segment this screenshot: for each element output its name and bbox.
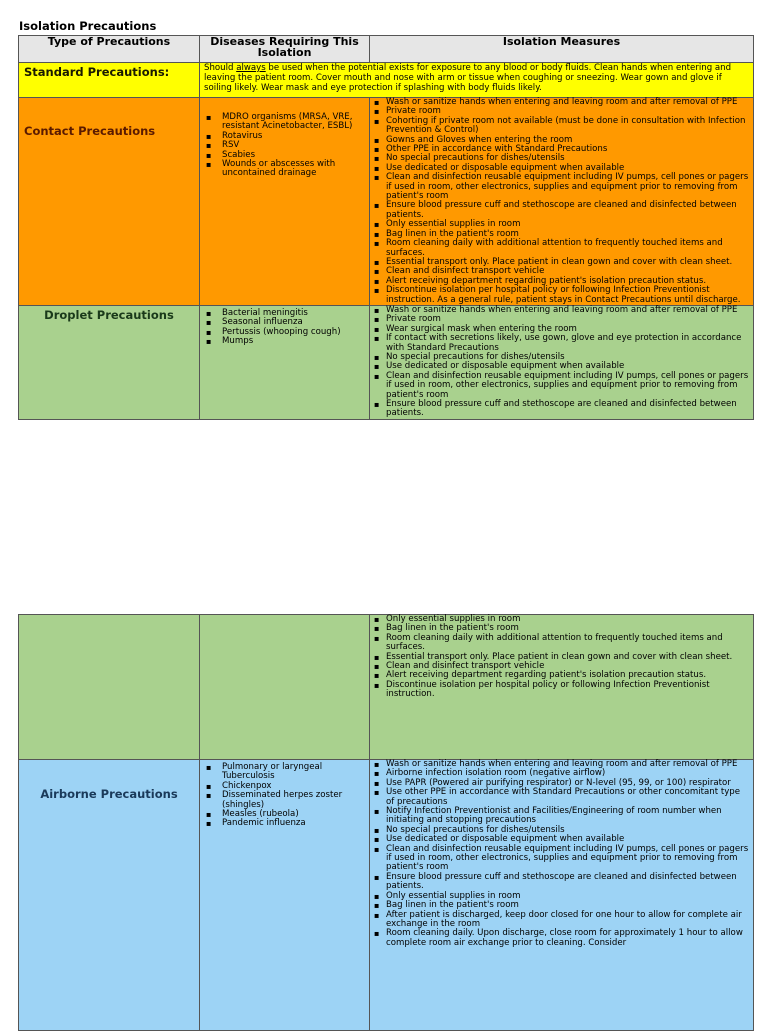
precautions-table-part-2 bbox=[18, 614, 754, 1031]
droplet-measures bbox=[370, 306, 753, 419]
droplet-measures-continued bbox=[370, 615, 753, 700]
list-item: ▪ Discontinue isolation per hospital policy or following Infection Preventionist instruction. bbox=[370, 681, 753, 700]
list-item: ▪ Bag linen in the patient's room bbox=[370, 624, 753, 633]
list-item: ▪ Ensure blood pressure cuff and stethoscope are cleaned and disinfected between patients. bbox=[370, 873, 753, 892]
list-item: ▪ No special precautions for dishes/utensils bbox=[370, 826, 753, 835]
standard-precautions-row bbox=[19, 63, 754, 98]
list-item: ▪ Use PAPR (Powered air purifying respirator) or N-level (95, 99, or 100) respirator bbox=[370, 779, 753, 788]
list-item: ▪ Other PPE in accordance with Standard Precautions bbox=[370, 145, 753, 154]
list-item: ▪ Pandemic influenza bbox=[200, 819, 369, 828]
list-item: ▪ Rotavirus bbox=[200, 132, 369, 141]
airborne-diseases-cell bbox=[200, 760, 370, 1031]
contact-precautions-row bbox=[19, 98, 754, 306]
list-item: ▪ Clean and disinfect transport vehicle bbox=[370, 267, 753, 276]
list-item: ▪ After patient is discharged, keep door closed for one hour to allow for complete air exchange in the room bbox=[370, 911, 753, 930]
droplet-diseases-cell bbox=[200, 305, 370, 419]
list-item: ▪ Alert receiving department regarding patient's isolation precaution status. bbox=[370, 671, 753, 680]
airborne-diseases bbox=[200, 760, 369, 829]
contact-type: Contact Precautions bbox=[19, 98, 200, 306]
list-item: ▪ MDRO organisms (MRSA, VRE, resistant Acinetobacter, ESBL) bbox=[200, 113, 369, 132]
droplet-precautions-row bbox=[19, 305, 754, 419]
airborne-measures-cell bbox=[370, 760, 754, 1031]
standard-measures-emphasis: always bbox=[236, 63, 266, 73]
droplet-continued-diseases bbox=[200, 615, 370, 760]
list-item: ▪ Chickenpox bbox=[200, 782, 369, 791]
standard-measures-prefix: Should bbox=[204, 63, 237, 73]
list-item: ▪ Room cleaning daily with additional attention to frequently touched items and surfaces. bbox=[370, 634, 753, 653]
list-item: ▪ Room cleaning daily. Upon discharge, close room for approximately 1 hour to allow complete room air exchange prior to cleaning. Consider bbox=[370, 929, 753, 948]
contact-measures-cell bbox=[370, 98, 754, 306]
contact-diseases-cell bbox=[200, 98, 370, 306]
list-item: ▪ Ensure blood pressure cuff and stethoscope are cleaned and disinfected between patients. bbox=[370, 201, 753, 220]
list-item: ▪ Pertussis (whooping cough) bbox=[200, 328, 369, 337]
list-item: ▪ Clean and disinfection reusable equipment including IV pumps, cell pones or pagers if used in room, other electronics, supplies and equipment prior to removing from patient's room bbox=[370, 372, 753, 400]
droplet-continued-type bbox=[19, 615, 200, 760]
list-item: ▪ Seasonal influenza bbox=[200, 318, 369, 327]
list-item: ▪ Wash or sanitize hands when entering and leaving room and after removal of PPE bbox=[370, 98, 753, 107]
list-item: ▪ No special precautions for dishes/utensils bbox=[370, 353, 753, 362]
list-item: ▪ No special precautions for dishes/utensils bbox=[370, 154, 753, 163]
list-item: ▪ Bag linen in the patient's room bbox=[370, 230, 753, 239]
list-item: ▪ Wash or sanitize hands when entering and leaving room and after removal of PPE bbox=[370, 760, 753, 769]
list-item: ▪ Clean and disinfection reusable equipment including IV pumps, cell pones or pagers if used in room, other electronics, supplies and equipment prior to removing from patient's room bbox=[370, 845, 753, 873]
list-item: ▪ Clean and disinfect transport vehicle bbox=[370, 662, 753, 671]
airborne-measures bbox=[370, 760, 753, 948]
list-item: ▪ Discontinue isolation per hospital policy or following Infection Preventionist instruction. As a general rule, patient stays in Contact Precautions until discharge. bbox=[370, 286, 753, 305]
list-item: ▪ Only essential supplies in room bbox=[370, 220, 753, 229]
list-item: ▪ Use dedicated or disposable equipment when available bbox=[370, 164, 753, 173]
list-item: ▪ Mumps bbox=[200, 337, 369, 346]
list-item: ▪ If contact with secretions likely, use gown, glove and eye protection in accordance with Standard Precautions bbox=[370, 334, 753, 353]
list-item: ▪ Room cleaning daily with additional attention to frequently touched items and surfaces. bbox=[370, 239, 753, 258]
droplet-measures-cell bbox=[370, 305, 754, 419]
list-item: ▪ Use dedicated or disposable equipment when available bbox=[370, 362, 753, 371]
standard-measures bbox=[200, 63, 754, 98]
standard-measures-text: be used when the potential exists for exposure to any blood or body fluids. Clean hands when entering and leaving the patient room. Cover mouth and nose with arm or tissue when coughing or sneezing. Wear gown and glove if soiling likely. Wear mask and eye protection if splashing with body fluids likely. bbox=[204, 63, 732, 93]
list-item: ▪ Use other PPE in accordance with Standard Precautions or other concomitant type of precautions bbox=[370, 788, 753, 807]
list-item: ▪ Only essential supplies in room bbox=[370, 615, 753, 624]
airborne-type: Airborne Precautions bbox=[19, 760, 200, 1031]
list-item: ▪ Pulmonary or laryngeal Tuberculosis bbox=[200, 763, 369, 782]
list-item: ▪ Wash or sanitize hands when entering and leaving room and after removal of PPE bbox=[370, 306, 753, 315]
list-item: ▪ Notify Infection Preventionist and Facilities/Engineering of room number when initiating and stopping precautions bbox=[370, 807, 753, 826]
table-header-row bbox=[19, 36, 754, 63]
list-item: ▪ Use dedicated or disposable equipment when available bbox=[370, 835, 753, 844]
contact-diseases bbox=[200, 98, 369, 179]
list-item: ▪ RSV bbox=[200, 141, 369, 150]
droplet-type: Droplet Precautions bbox=[19, 305, 200, 419]
list-item: ▪ Bag linen in the patient's room bbox=[370, 901, 753, 910]
list-item: ▪ Alert receiving department regarding patient's isolation precaution status. bbox=[370, 277, 753, 286]
list-item: ▪ Disseminated herpes zoster (shingles) bbox=[200, 791, 369, 810]
list-item: ▪ Private room bbox=[370, 107, 753, 116]
standard-type: Standard Precautions: bbox=[19, 63, 200, 98]
list-item: ▪ Scabies bbox=[200, 151, 369, 160]
list-item: ▪ Essential transport only. Place patient in clean gown and cover with clean sheet. bbox=[370, 258, 753, 267]
header-diseases: Diseases Requiring This Isolation bbox=[200, 36, 370, 63]
list-item: ▪ Wear surgical mask when entering the room bbox=[370, 325, 753, 334]
list-item: ▪ Only essential supplies in room bbox=[370, 892, 753, 901]
list-item: ▪ Airborne infection isolation room (negative airflow) bbox=[370, 769, 753, 778]
airborne-precautions-row bbox=[19, 760, 754, 1031]
droplet-continued-row bbox=[19, 615, 754, 760]
list-item: ▪ Bacterial meningitis bbox=[200, 309, 369, 318]
document-title: Isolation Precautions bbox=[19, 19, 157, 33]
contact-measures bbox=[370, 98, 753, 305]
list-item: ▪ Private room bbox=[370, 315, 753, 324]
list-item: ▪ Gowns and Gloves when entering the room bbox=[370, 136, 753, 145]
list-item: ▪ Essential transport only. Place patient in clean gown and cover with clean sheet. bbox=[370, 653, 753, 662]
list-item: ▪ Clean and disinfection reusable equipment including IV pumps, cell pones or pagers if used in room, other electronics, supplies and equipment prior to removing from patient's room bbox=[370, 173, 753, 201]
header-type: Type of Precautions bbox=[19, 36, 200, 63]
precautions-table-part-1 bbox=[18, 35, 754, 420]
header-measures: Isolation Measures bbox=[370, 36, 754, 63]
droplet-diseases bbox=[200, 306, 369, 347]
droplet-continued-measures-cell bbox=[370, 615, 754, 760]
list-item: ▪ Measles (rubeola) bbox=[200, 810, 369, 819]
list-item: ▪ Wounds or abscesses with uncontained drainage bbox=[200, 160, 369, 179]
list-item: ▪ Ensure blood pressure cuff and stethoscope are cleaned and disinfected between patients. bbox=[370, 400, 753, 419]
list-item: ▪ Cohorting if private room not available (must be done in consultation with Infection Prevention & Control) bbox=[370, 117, 753, 136]
